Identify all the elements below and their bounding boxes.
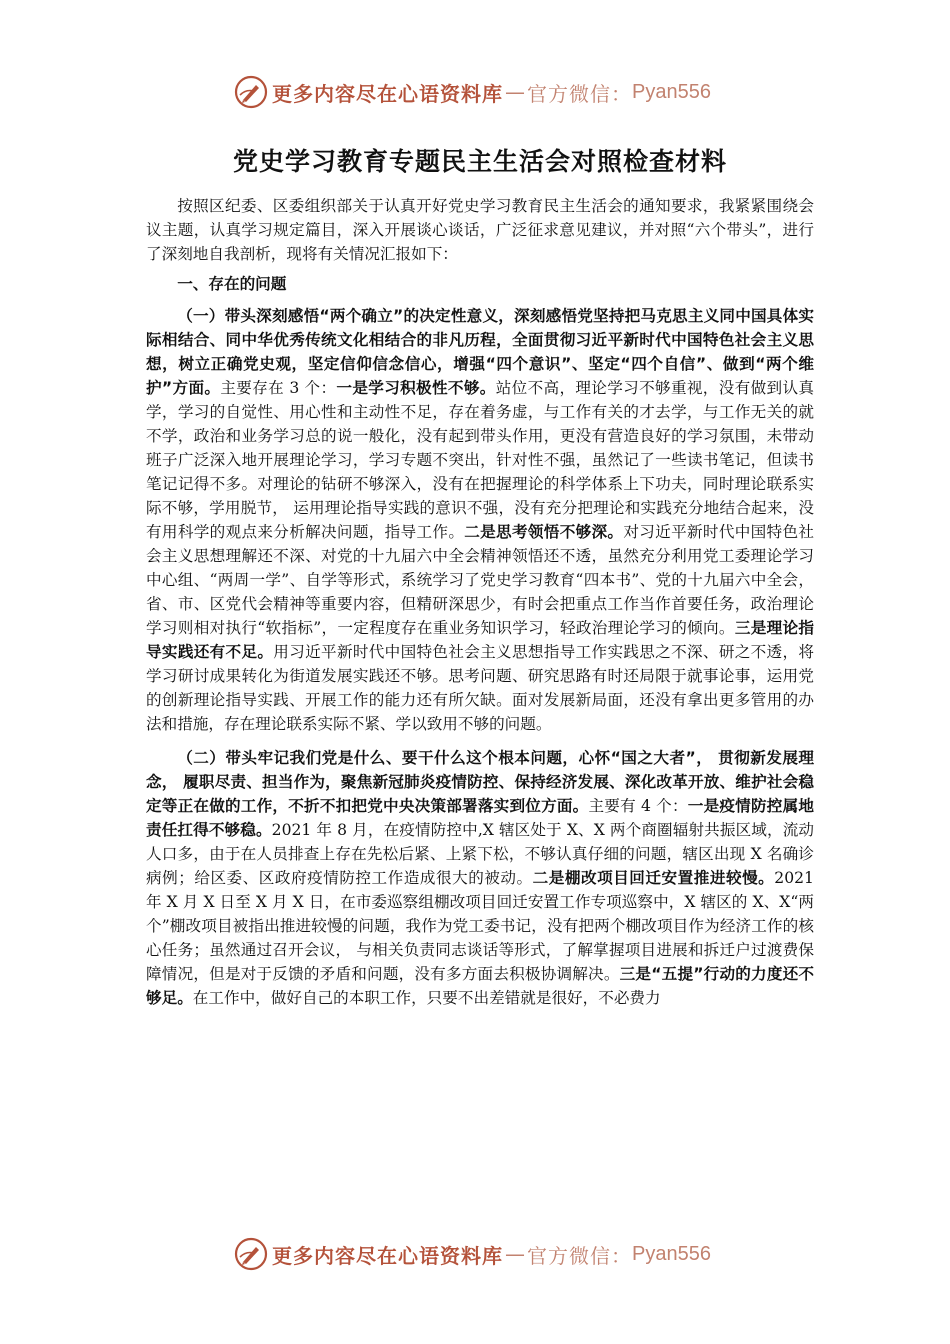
document-body bbox=[146, 136, 814, 1010]
intro-paragraph: 按照区纪委、区委组织部关于认真开好党史学习教育民主生活会的通知要求，我紧紧围绕会议主题，认真学习规定篇目，深入开展谈心谈话，广泛征求意见建议，并对照“六个带头”，进行了深刻地自我剖析，现将有关情况汇报如下： bbox=[146, 197, 814, 263]
problem-paragraph-1 bbox=[146, 304, 814, 736]
footer-watermark-banner bbox=[234, 1236, 711, 1272]
point-heading: 一是疫情防控属地责任扛得不够稳。 bbox=[146, 797, 814, 839]
paragraph-text: 主要有 4 个： bbox=[588, 797, 688, 815]
paragraph-text: 对习近平新时代中国特色社会主义思想理解还不深、对党的十九届六中全会精神领悟还不透，虽然充分利用党工委理论学习中心组、“两周一学”、自学等形式，系统学习了党史学习教育“四本书”、党的十九届六中全会，省、市、区党代会精神等重要内容，但精研深思少，有时会把重点工作当作首要任务，政治理论学习则相对执行“软指标”，一定程度存在重业务知识学习，轻政治理论学习的倾向。 bbox=[146, 523, 814, 637]
pen-logo-icon bbox=[234, 1237, 268, 1271]
banner-text: 更多内容尽在心语资料库 bbox=[272, 81, 503, 106]
paragraph-text: 在工作中，做好自己的本职工作，只要不出差错就是很好，不必费力 bbox=[192, 989, 661, 1007]
banner-wechat-id: Pyan556 bbox=[632, 1242, 711, 1265]
section-heading: 一、存在的问题 bbox=[177, 275, 287, 293]
paragraph-text: 主要存在 3 个： bbox=[220, 379, 337, 397]
header-watermark-banner bbox=[234, 74, 711, 110]
problem-paragraph-2 bbox=[146, 746, 814, 1010]
banner-wechat-label: 官方微信： bbox=[527, 1243, 632, 1268]
document-title: 党史学习教育专题民主生活会对照检查材料 bbox=[232, 147, 727, 176]
paragraph-text: 2021 年 X 月 X 日至 X 月 X 日，在市委巡察组棚改项目回迁安置工作专项巡察中，X 辖区的 X、X“两个”棚改项目被指出推进较慢的问题，我作为党工委书记，没有把两个棚改项目作为经济工作的核心任务；虽然通过召开会议， 与相关负责同志谈话等形式，了解掌握项目进展和拆迁户过渡费保障情况，但是对于反馈的矛盾和问题，没有多方面去积极协调解决。 bbox=[146, 869, 814, 983]
paragraph-text: 用习近平新时代中国特色社会主义思想指导工作实践思之不深、研之不透，将学习研讨成果转化为街道发展实践还不够。思考问题、研究思路有时还局限于就事论事，运用党的创新理论指导实践、开展工作的能力还有所欠缺。面对发展新局面，还没有拿出更多管用的办法和措施，存在理论联系实际不紧、学以致用不够的问题。 bbox=[146, 643, 814, 733]
paragraph-text: 2021 年 8 月，在疫情防控中,X 辖区处于 X、X 两个商圈辐射共振区域，流动人口多，由于在人员排查上存在先松后紧、上紧下松，不够认真仔细的问题，辖区出现 X 名确诊病例；给区委、区政府疫情防控工作造成很大的被动。 bbox=[146, 821, 814, 887]
point-heading: 三是“五提”行动的力度还不够足。 bbox=[146, 965, 814, 1007]
point-heading: 二是思考领悟不够深。 bbox=[464, 523, 624, 541]
point-heading: 一是学习积极性不够。 bbox=[336, 379, 496, 397]
paragraph-text: 站位不高，理论学习不够重视，没有做到认真学，学习的自觉性、用心性和主动性不足，存在着务虚，与工作有关的才去学，与工作无关的就不学，政治和业务学习总的说一般化，没有起到带头作用，更没有营造良好的学习氛围，未带动班子广泛深入地开展理论学习，学习专题不突出，针对性不强，虽然记了一些读书笔记，但读书笔记记得不多。对理论的钻研不够深入，没有在把握理论的科学体系上下功夫，同时理论联系实际不够，学用脱节， 运用理论指导实践的意识不强，没有充分把理论和实践充分地结合起来，没有用科学的观点来分析解决问题，指导工作。 bbox=[146, 379, 814, 541]
banner-text: 更多内容尽在心语资料库 bbox=[272, 1243, 503, 1268]
paragraph-lead: （二）带头牢记我们党是什么、要干什么这个根本问题，心怀“国之大者”， 贯彻新发展理念， 履职尽责、担当作为，聚焦新冠肺炎疫情防控、保持经济发展、深化改革开放、维护社会稳定等正在做的工作，不折不扣把党中央决策部署落实到位方面。 bbox=[146, 749, 814, 815]
banner-wechat-id: Pyan556 bbox=[632, 80, 711, 103]
pen-logo-icon bbox=[234, 75, 268, 109]
banner-separator: — bbox=[505, 1242, 525, 1266]
point-heading: 三是理论指导实践还有不足。 bbox=[146, 619, 814, 661]
banner-wechat-label: 官方微信： bbox=[527, 81, 632, 106]
banner-separator: — bbox=[505, 80, 525, 104]
paragraph-lead: （一）带头深刻感悟“两个确立”的决定性意义，深刻感悟党坚持把马克思主义同中国具体实际相结合、同中华优秀传统文化相结合的非凡历程，全面贯彻习近平新时代中国特色社会主义思想，树立正确党史观，坚定信仰信念信心，增强“四个意识”、坚定“四个自信”、做到“两个维护”方面。 bbox=[146, 307, 814, 397]
point-heading: 二是棚改项目回迁安置推进较慢。 bbox=[532, 869, 775, 887]
